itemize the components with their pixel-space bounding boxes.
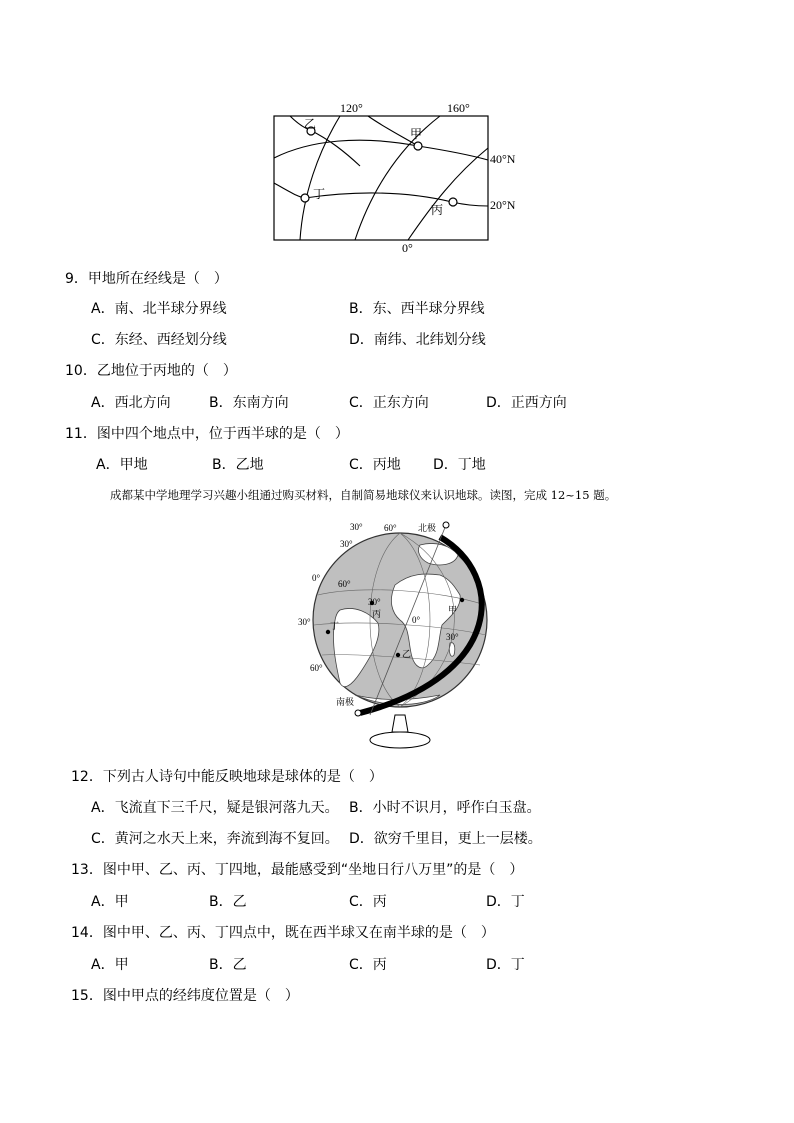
south-pole-marker	[355, 710, 361, 716]
globe-degree-label: 30°	[340, 539, 353, 549]
section-intro: 成都某中学地理学习兴趣小组通过购买材料，自制简易地球仪来认识地球。读图，完成 12~15 题。	[110, 488, 617, 502]
point-jia	[414, 142, 422, 150]
meridian-line	[290, 116, 360, 166]
question-11-option-a[interactable]: A．甲地	[96, 457, 148, 473]
point-label-bing: 丙	[431, 203, 444, 217]
question-10-stem: 10．乙地位于丙地的（ ）	[65, 363, 237, 379]
point-label-ding: 丁	[313, 187, 326, 201]
latlong-grid-figure	[0, 0, 794, 260]
globe-degree-label: 30°	[350, 522, 363, 532]
point-ding	[301, 194, 309, 202]
globe-degree-label: 30°	[368, 597, 381, 607]
lat-label-40n: 40°N	[490, 152, 516, 166]
globe-point-label-yi: 乙	[402, 649, 412, 659]
south-pole-label: 南极	[336, 697, 355, 707]
question-11-option-d[interactable]: D．丁地	[433, 457, 486, 473]
globe-degree-label: 60°	[338, 579, 351, 589]
question-13-option-c[interactable]: C．丙	[349, 894, 387, 910]
question-12-option-d[interactable]: D．欲穷千里目，更上一层楼。	[349, 831, 542, 847]
question-14-stem: 14．图中甲、乙、丙、丁四点中，既在西半球又在南半球的是（ ）	[71, 925, 495, 941]
question-11-option-c[interactable]: C．丙地	[349, 457, 401, 473]
question-13-stem: 13．图中甲、乙、丙、丁四地，最能感受到“坐地日行八万里”的是（ ）	[71, 862, 524, 878]
north-pole-marker	[443, 522, 449, 528]
lon-label-120: 120°	[340, 101, 363, 115]
globe-point-label-jia: 甲	[448, 605, 458, 615]
globe-degree-label: 60°	[310, 663, 323, 673]
question-15-stem: 15．图中甲点的经纬度位置是（ ）	[71, 988, 299, 1004]
point-label-yi: 乙	[304, 117, 317, 131]
north-pole-label: 北极	[418, 523, 437, 533]
question-13-option-a[interactable]: A．甲	[91, 894, 129, 910]
question-9-option-d[interactable]: D．南纬、北纬划分线	[349, 332, 486, 348]
question-12-option-c[interactable]: C．黄河之水天上来，奔流到海不复回。	[91, 831, 339, 847]
globe-stand-neck	[392, 715, 408, 732]
question-12-option-a[interactable]: A．飞流直下三千尺，疑是银河落九天。	[91, 800, 339, 816]
question-13-option-d[interactable]: D．丁	[486, 894, 525, 910]
question-10-option-c[interactable]: C．正东方向	[349, 395, 429, 411]
question-12-stem: 12．下列古人诗句中能反映地球是球体的是（ ）	[71, 769, 383, 785]
question-10-option-a[interactable]: A．西北方向	[91, 395, 171, 411]
globe-degree-label: 0°	[412, 615, 421, 625]
question-12-option-b[interactable]: B．小时不识月，呼作白玉盘。	[349, 800, 541, 816]
meridian-line	[300, 116, 340, 240]
globe-degree-label: 60°	[384, 523, 397, 533]
lon-label-160: 160°	[447, 101, 470, 115]
question-11-option-b[interactable]: B．乙地	[212, 457, 264, 473]
globe-degree-label: 30°	[446, 632, 459, 642]
question-10-option-d[interactable]: D．正西方向	[486, 395, 567, 411]
question-14-option-d[interactable]: D．丁	[486, 957, 525, 973]
parallel-line	[274, 140, 488, 160]
question-14-option-c[interactable]: C．丙	[349, 957, 387, 973]
question-11-stem: 11．图中四个地点中，位于西半球的是（ ）	[65, 426, 349, 442]
question-9-option-c[interactable]: C．东经、西经划分线	[91, 332, 227, 348]
question-9-stem: 9．甲地所在经线是（ ）	[65, 271, 228, 287]
globe-degree-label: 0°	[312, 573, 321, 583]
point-bing	[449, 198, 457, 206]
lat-label-20n: 20°N	[490, 198, 516, 212]
meridian-line	[408, 148, 488, 240]
globe-point-jia	[460, 598, 464, 602]
globe-figure	[300, 515, 510, 755]
globe-point-label-ding: 丁	[330, 621, 340, 631]
question-9-option-b[interactable]: B．东、西半球分界线	[349, 301, 485, 317]
lon-label-0: 0°	[402, 241, 413, 255]
question-14-option-a[interactable]: A．甲	[91, 957, 129, 973]
question-10-option-b[interactable]: B．东南方向	[209, 395, 289, 411]
point-label-jia: 甲	[410, 127, 423, 141]
globe-degree-label: 30°	[298, 617, 311, 627]
continent-madagascar	[449, 643, 454, 657]
globe-point-yi	[396, 653, 400, 657]
globe-point-label-bing: 丙	[372, 609, 382, 619]
globe-stand-base	[370, 732, 430, 748]
question-9-option-a[interactable]: A．南、北半球分界线	[91, 301, 227, 317]
question-13-option-b[interactable]: B．乙	[209, 894, 247, 910]
question-14-option-b[interactable]: B．乙	[209, 957, 247, 973]
